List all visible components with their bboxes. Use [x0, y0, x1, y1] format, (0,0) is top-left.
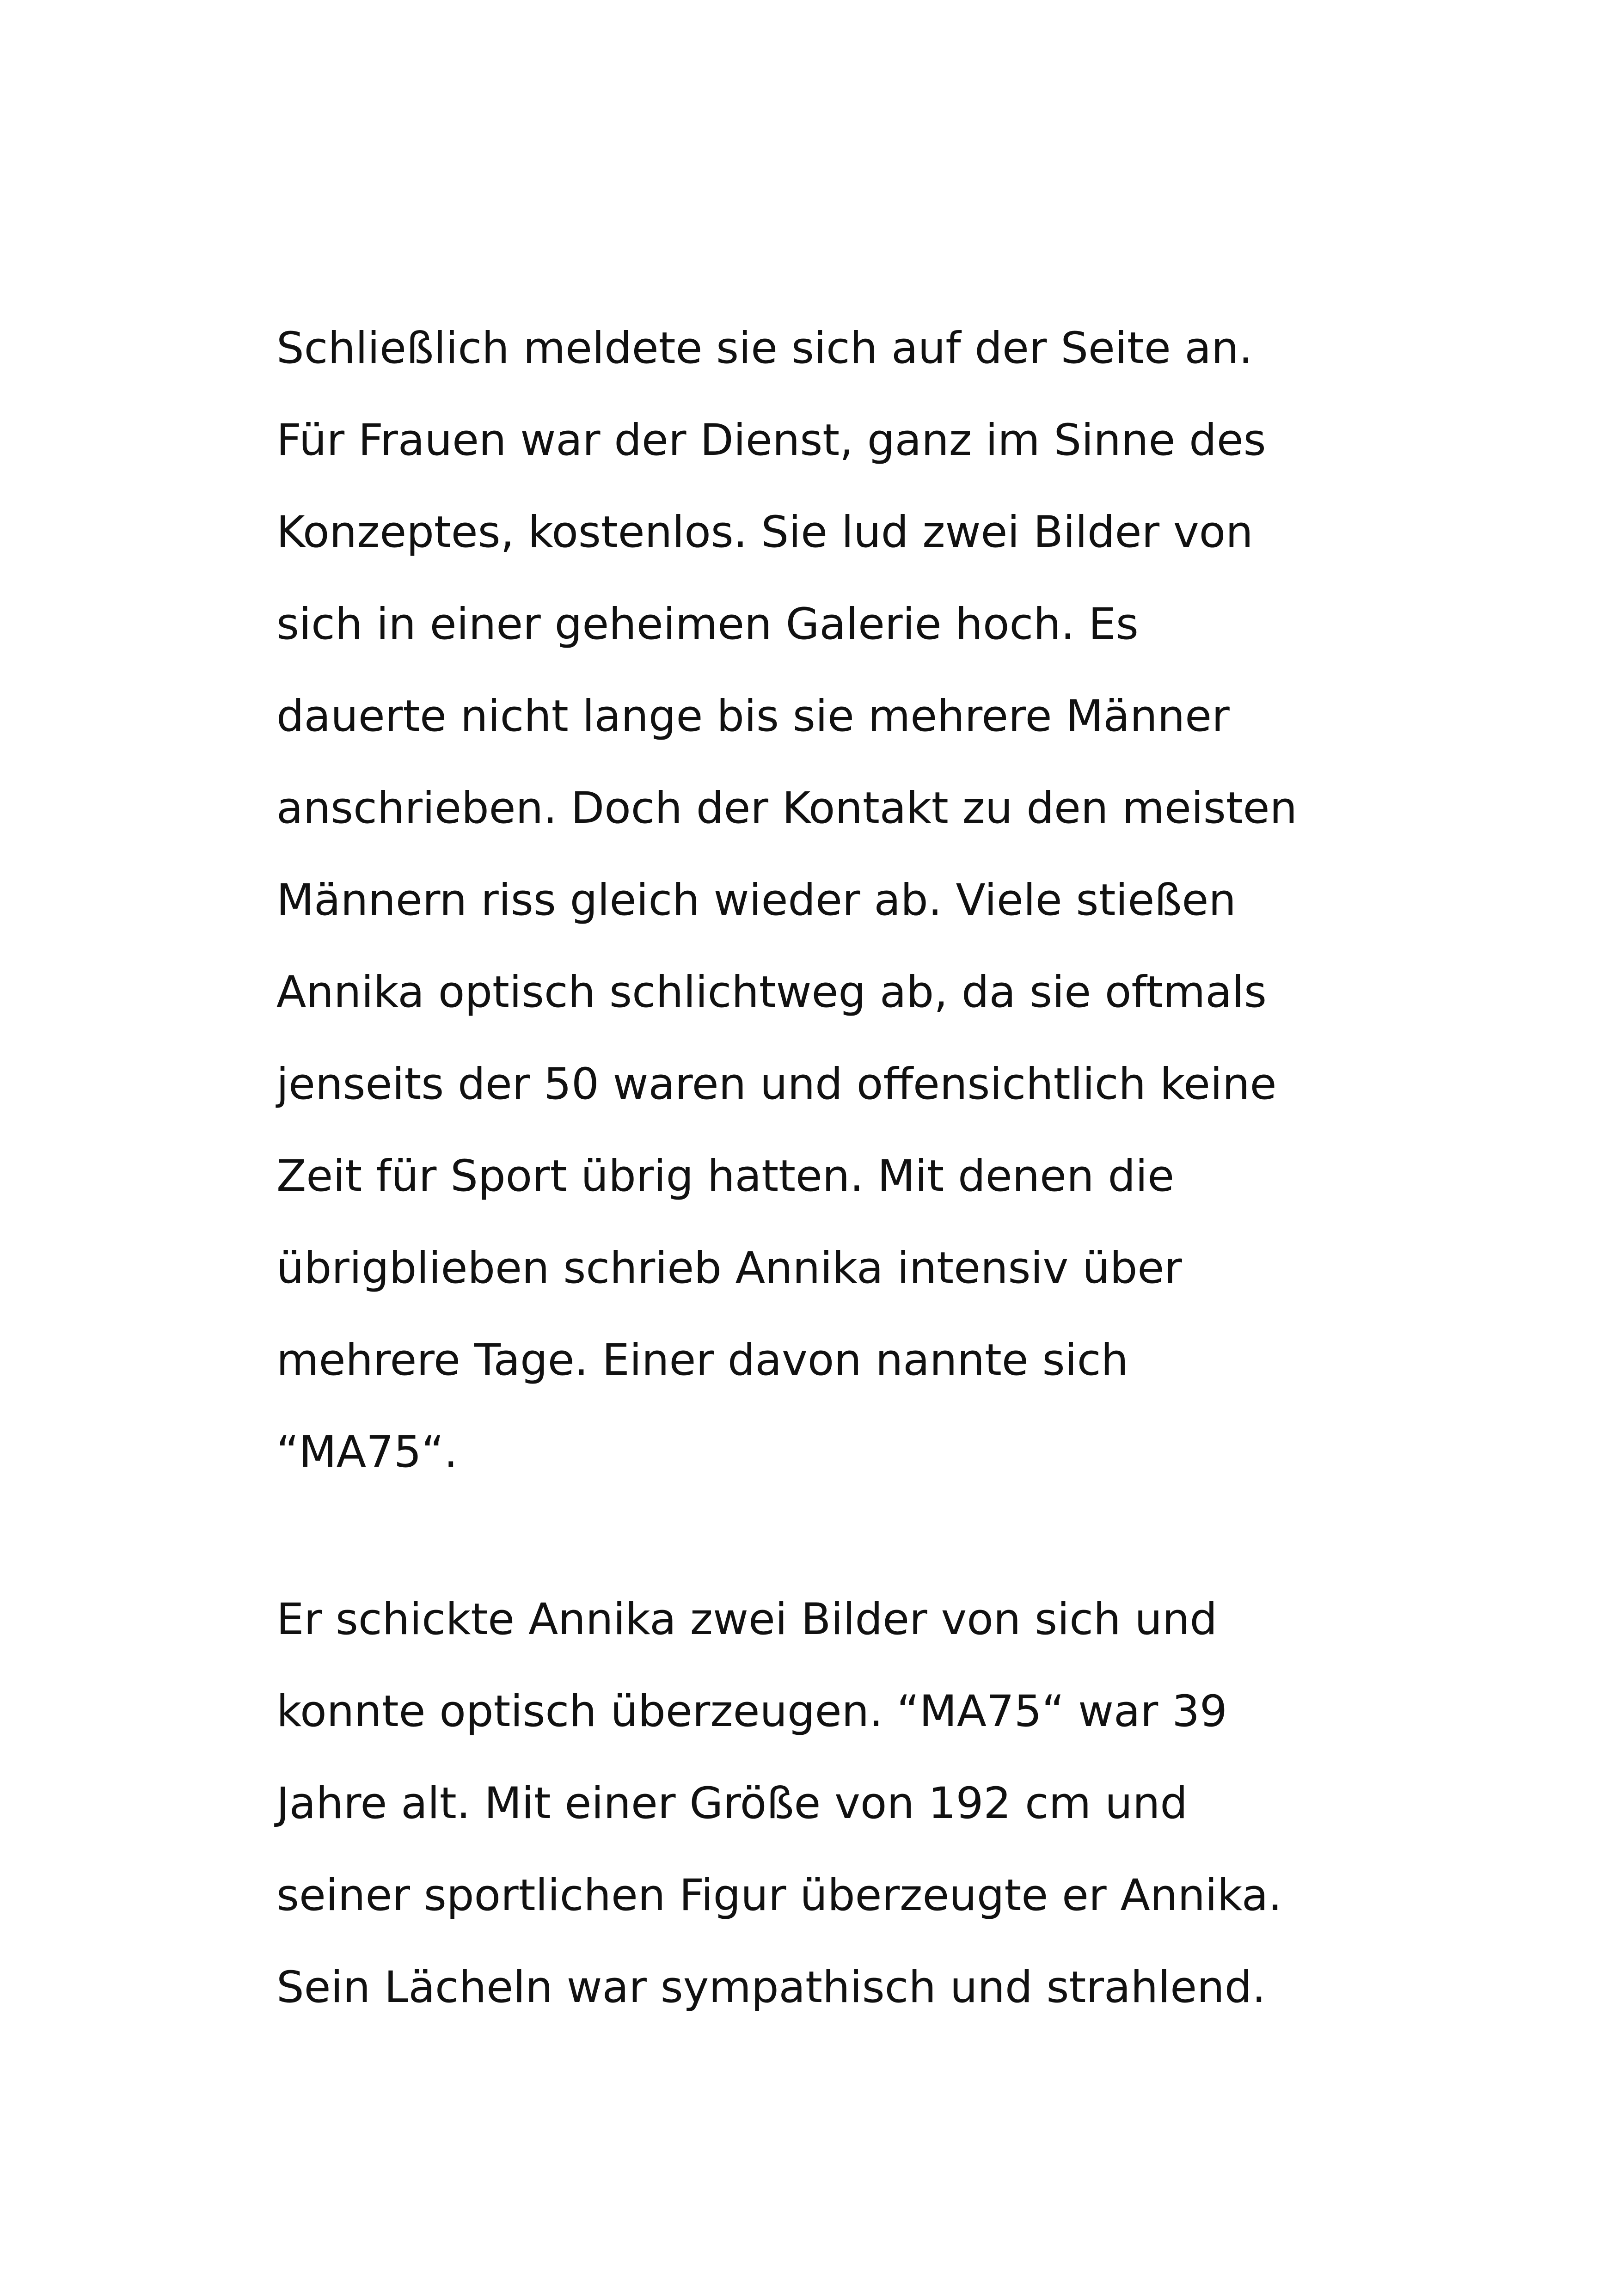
text-line: Zeit für Sport übrig hatten. Mit denen die: [276, 1151, 1175, 1201]
text-line: “MA75“.: [276, 1427, 458, 1477]
text-line: sich in einer geheimen Galerie hoch. Es: [276, 599, 1139, 649]
text-line: anschrieben. Doch der Kontakt zu den meisten: [276, 783, 1298, 833]
text-line: Für Frauen war der Dienst, ganz im Sinne des: [276, 415, 1266, 465]
text-line: Schließlich meldete sie sich auf der Seite an.: [276, 323, 1253, 373]
text-line: Konzeptes, kostenlos. Sie lud zwei Bilder von: [276, 507, 1253, 557]
text-line: jenseits der 50 waren und offensichtlich keine: [276, 1059, 1277, 1109]
text-line: übrigblieben schrieb Annika intensiv über: [276, 1243, 1182, 1293]
text-line: konnte optisch überzeugen. “MA75“ war 39: [276, 1686, 1227, 1737]
text-line: Er schickte Annika zwei Bilder von sich und: [276, 1594, 1218, 1645]
text-line: Sein Lächeln war sympathisch und strahlend.: [276, 1962, 1266, 2013]
text-line: dauerte nicht lange bis sie mehrere Männer: [276, 691, 1230, 741]
text-line: mehrere Tage. Einer davon nannte sich: [276, 1335, 1128, 1385]
text-line: Annika optisch schlichtweg ab, da sie oftmals: [276, 967, 1267, 1017]
text-line: Männern riss gleich wieder ab. Viele stießen: [276, 875, 1236, 925]
text-line: seiner sportlichen Figur überzeugte er Annika.: [276, 1870, 1282, 1921]
text-line: Jahre alt. Mit einer Größe von 192 cm und: [276, 1778, 1188, 1829]
